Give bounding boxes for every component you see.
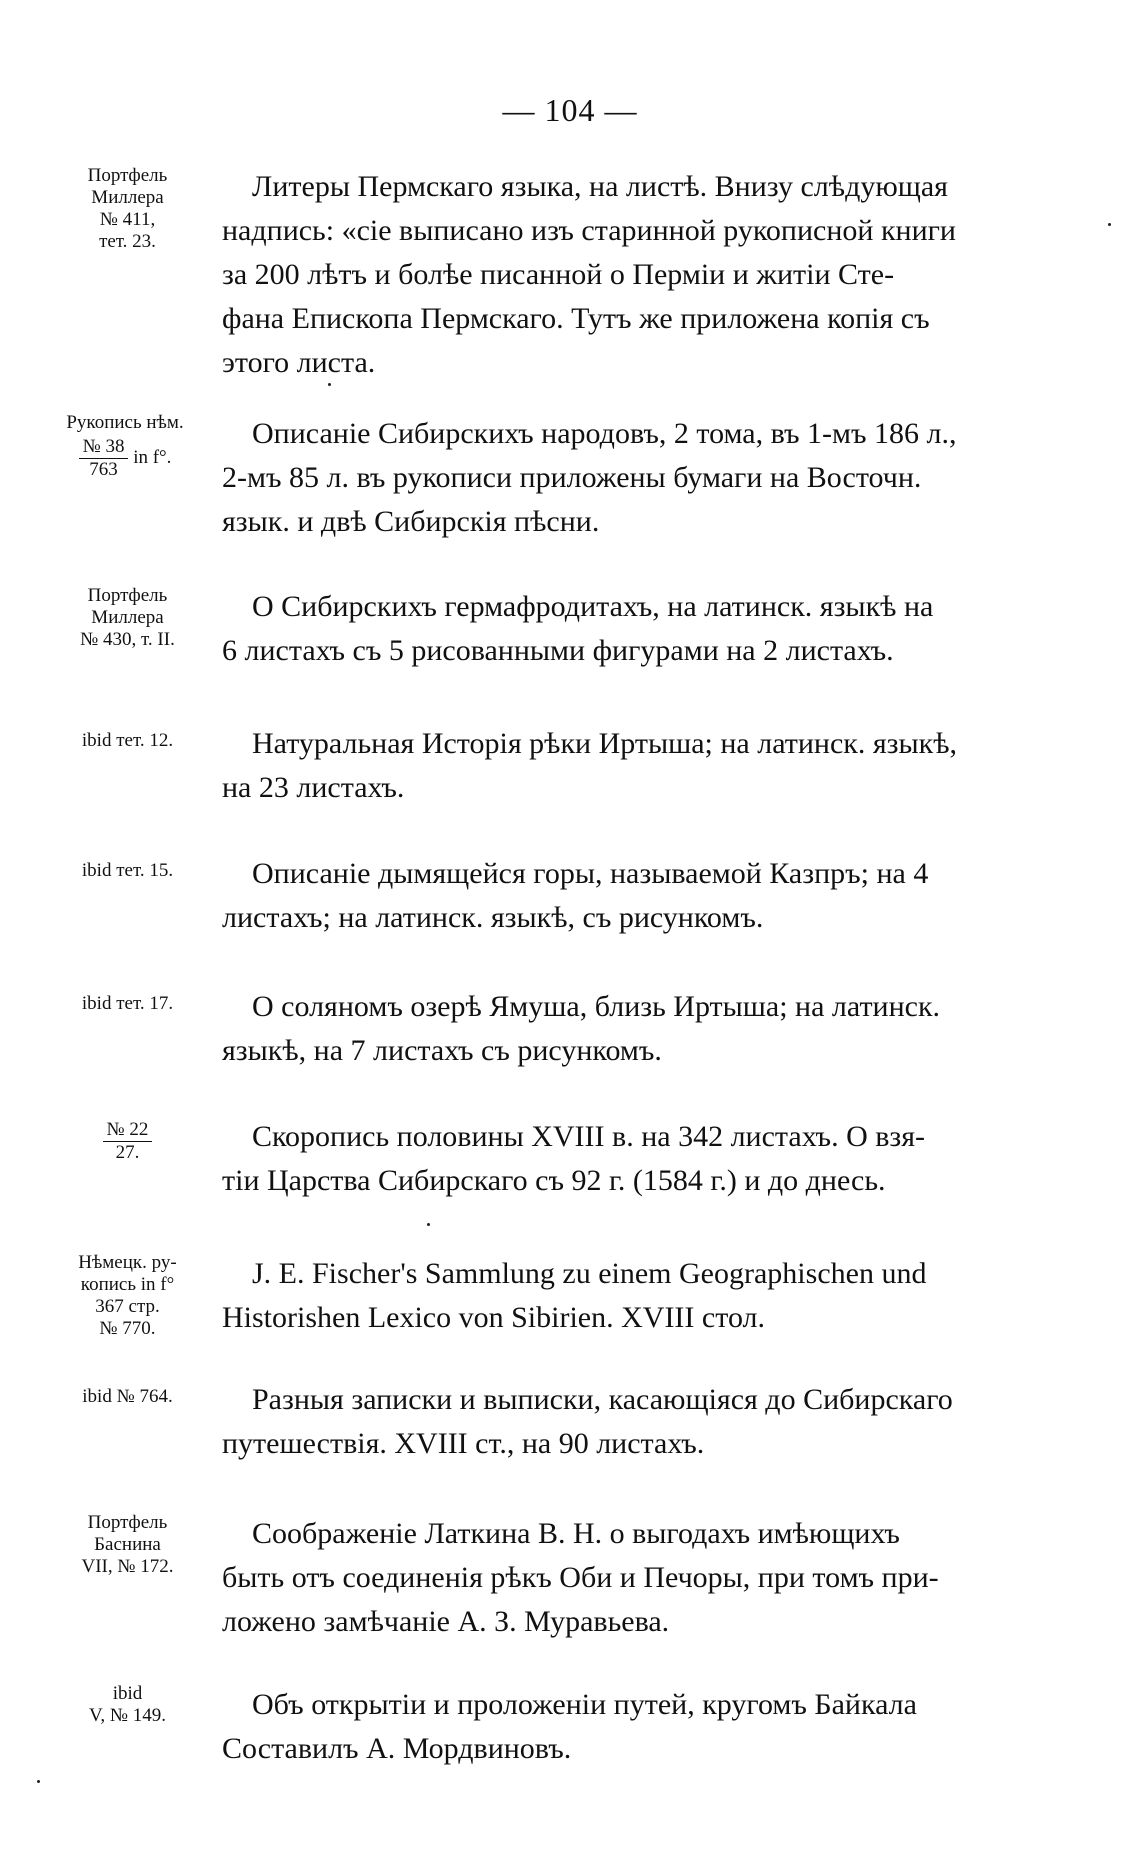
- ref-line: VII, № 172.: [81, 1556, 174, 1577]
- text-line: О Сибирскихъ гермафродитахъ, на латинск. языкѣ на: [252, 590, 934, 623]
- ref-line: 27.: [115, 1142, 140, 1163]
- text-line: Описаніе дымящейся горы, называемой Казпръ; на 4: [252, 857, 929, 890]
- entry-text: [222, 1252, 1042, 1340]
- entry-reference: [40, 585, 215, 651]
- text-line: 6 листахъ съ 5 рисованными фигурами на 2 листахъ.: [222, 634, 894, 667]
- ref-line: ibid тет. 15.: [81, 860, 174, 881]
- ref-line: ibid тет. 12.: [81, 730, 174, 751]
- text-line: листахъ; на латинск. языкѣ, съ рисункомъ.: [222, 901, 764, 934]
- ref-fraction: [79, 436, 129, 481]
- ref-line: Рукопись нѣм.: [66, 412, 184, 433]
- entry-text: [222, 985, 1042, 1073]
- ref-line: тет. 23.: [99, 231, 156, 252]
- ref-line: ibid: [112, 1683, 143, 1704]
- text-line: Натуральная Исторія рѣки Иртыша; на латинск. языкѣ,: [252, 727, 958, 760]
- page-number: — 104 —: [502, 92, 638, 128]
- text-line: за 200 лѣтъ и болѣе писанной о Перміи и житіи Сте-: [222, 258, 895, 291]
- scan-speck: [328, 383, 331, 386]
- text-line: Составилъ А. Мордвиновъ.: [222, 1732, 572, 1765]
- text-line: языкѣ, на 7 листахъ съ рисункомъ.: [222, 1034, 662, 1067]
- text-line: Объ открытіи и проложеніи путей, кругомъ Байкала: [252, 1688, 917, 1721]
- entry-text: [222, 852, 1042, 940]
- ref-line: 367 стр.: [95, 1296, 160, 1317]
- entry-reference: [40, 993, 215, 1015]
- ref-line: № 411,: [99, 209, 156, 230]
- scan-speck: [1108, 223, 1111, 226]
- text-line: надпись: «сіе выписано изъ старинной рукописной книги: [222, 214, 956, 247]
- ref-line: in f°.: [133, 446, 172, 468]
- ref-line: № 38: [79, 436, 129, 459]
- entry-reference: [40, 1512, 215, 1578]
- text-line: J. E. Fischer's Sammlung zu einem Geographischen und: [252, 1257, 927, 1290]
- entry-text: [222, 1512, 1042, 1644]
- entry-reference: [40, 165, 215, 253]
- ref-line: № 22: [103, 1119, 153, 1142]
- text-line: О соляномъ озерѣ Ямуша, близь Иртыша; на латинск.: [252, 990, 941, 1023]
- text-line: на 23 листахъ.: [222, 771, 405, 804]
- text-line: Описаніе Сибирскихъ народовъ, 2 тома, въ 1-мъ 186 л.,: [252, 417, 957, 450]
- ref-line: Нѣмецк. ру-: [78, 1252, 177, 1273]
- text-line: тіи Царства Сибирскаго съ 92 г. (1584 г.) и до днесь.: [222, 1164, 886, 1197]
- text-line: Соображеніе Латкина В. Н. о выгодахъ имѣющихъ: [252, 1517, 900, 1550]
- text-line: путешествія. XVIII ст., на 90 листахъ.: [222, 1427, 705, 1460]
- entry-reference: [40, 1386, 215, 1408]
- entry-text: [222, 585, 1042, 673]
- entry-text: [222, 1378, 1042, 1466]
- ref-line: Портфель: [87, 1512, 168, 1533]
- scan-speck: [37, 1780, 40, 1783]
- ref-line: 763: [89, 459, 118, 480]
- text-line: фана Епископа Пермскаго. Тутъ же приложена копія съ: [222, 302, 930, 335]
- text-line: Historishen Lexico von Sibirien. XVIII стол.: [222, 1301, 766, 1334]
- ref-line: копись in f°: [80, 1274, 175, 1295]
- text-line: Разныя записки и выписки, касающіяся до Сибирскаго: [252, 1383, 953, 1416]
- entry-reference: [40, 1683, 215, 1727]
- ref-line: V, № 149.: [89, 1705, 166, 1726]
- text-line: 2-мъ 85 л. въ рукописи приложены бумаги на Восточн.: [222, 461, 922, 494]
- entry-text: [222, 412, 1042, 544]
- ref-line: № 770.: [99, 1318, 156, 1339]
- text-line: Скоропись половины XVIII в. на 342 листахъ. О взя-: [252, 1120, 926, 1153]
- entry-text: [222, 165, 1042, 385]
- entry-text: [222, 1115, 1042, 1203]
- ref-line: Миллера: [91, 187, 164, 208]
- entry-reference: [40, 1252, 215, 1340]
- ref-line: Портфель: [87, 165, 168, 186]
- ref-line: ibid № 764.: [82, 1386, 173, 1407]
- ref-line: ibid тет. 17.: [81, 993, 174, 1014]
- text-line: быть отъ соединенія рѣкъ Оби и Печоры, при томъ при-: [222, 1561, 939, 1594]
- entry-reference: [40, 1119, 215, 1164]
- entry-reference: [30, 412, 220, 481]
- ref-line: Баснина: [94, 1534, 161, 1555]
- scan-speck: [427, 1223, 430, 1226]
- ref-fraction: [103, 1119, 153, 1164]
- text-line: этого листа.: [222, 346, 376, 379]
- text-line: Литеры Пермскаго языка, на листѣ. Внизу слѣдующая: [252, 170, 948, 203]
- entry-reference: [40, 730, 215, 752]
- ref-line: № 430, т. II.: [80, 629, 175, 650]
- entry-text: [222, 722, 1042, 810]
- entry-text: [222, 1683, 1042, 1771]
- ref-line: Миллера: [91, 607, 164, 628]
- text-line: ложено замѣчаніе А. З. Муравьева.: [222, 1605, 670, 1638]
- ref-line: Портфель: [87, 585, 168, 606]
- text-line: язык. и двѣ Сибирскія пѣсни.: [222, 505, 600, 538]
- entry-reference: [40, 860, 215, 882]
